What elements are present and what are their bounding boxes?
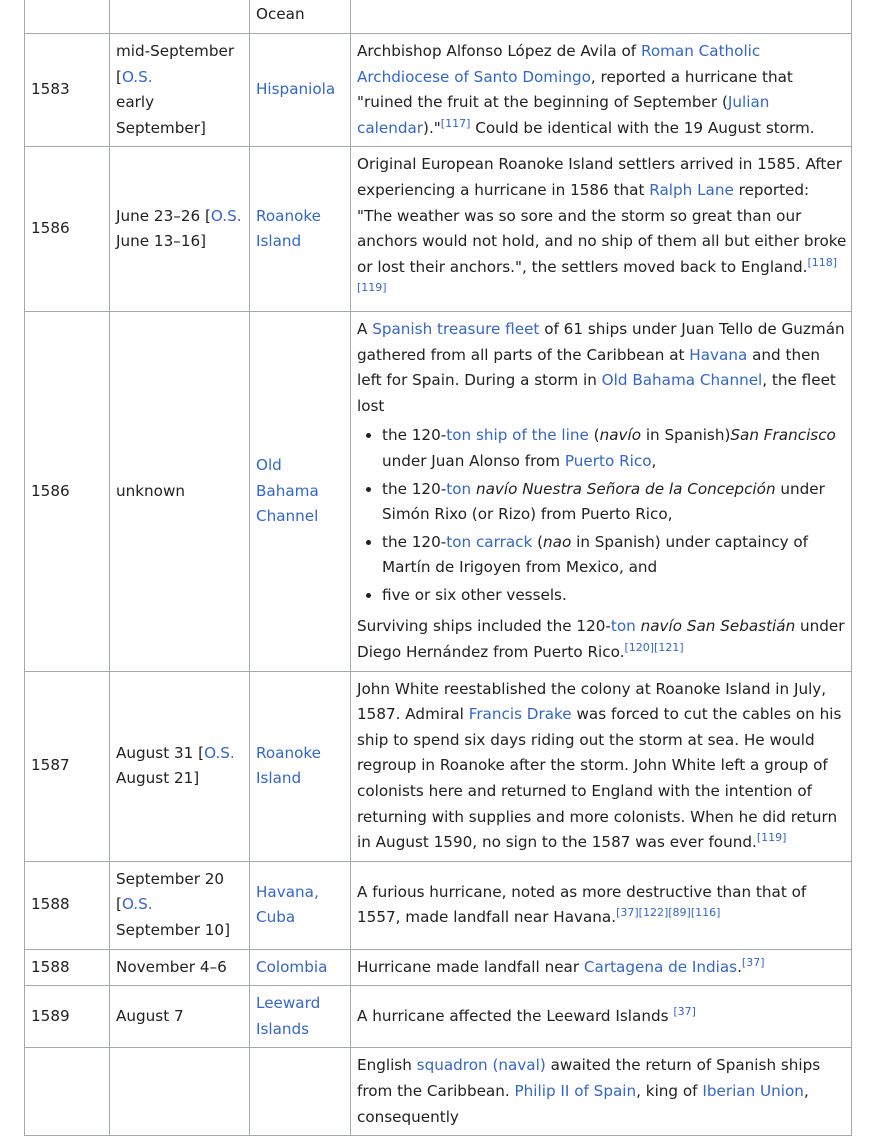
location-link[interactable]: Havana, Cuba xyxy=(256,882,319,927)
puerto-rico-link[interactable]: Puerto Rico xyxy=(564,451,652,470)
julian-calendar-link[interactable]: Julian calendar xyxy=(357,93,770,137)
date-text: June 13–16] xyxy=(116,232,207,251)
date-text: September 20 [ xyxy=(116,869,225,914)
desc-text: Hurricane made landfall near xyxy=(357,957,584,976)
list-item: • the 120-ton carrack (nao in Spanish) under captaincy of Martín de Irigoyen from Mexico, and xyxy=(382,530,847,581)
date-text: September 10] xyxy=(116,921,231,939)
desc-text: of 61 ships under Juan Tello de Guzmán gathered from all parts of the Caribbean at xyxy=(357,319,845,364)
date-cell: November 4–6 xyxy=(110,949,250,986)
reference-link[interactable]: [121] xyxy=(654,641,684,654)
reference-link[interactable]: [37] xyxy=(673,1004,696,1018)
desc-text: English xyxy=(357,1056,417,1075)
os-link[interactable]: O.S. xyxy=(204,743,235,762)
iberian-union-link[interactable]: Iberian Union xyxy=(702,1081,804,1100)
table-row xyxy=(25,147,852,312)
francis-drake-link[interactable]: Francis Drake xyxy=(468,705,572,724)
reference-link[interactable]: [118] xyxy=(807,255,838,269)
location-cell xyxy=(250,34,351,147)
cartagena-link[interactable]: Cartagena de Indias xyxy=(583,957,738,976)
desc-text: awaited the return of Spanish ships from the Caribbean. xyxy=(357,1056,821,1100)
desc-text: John White reestablished the colony at Roanoke Island in July, 1587. Admiral xyxy=(357,679,827,724)
desc-text: and then left for Spain. During a storm in xyxy=(357,345,821,390)
list-item: • the 120-ton ship of the line (navío in Spanish)San Francisco under Juan Alonso from Puerto Rico, xyxy=(382,423,847,474)
desc-text: , king of xyxy=(636,1081,703,1100)
carrack-link[interactable]: carrack xyxy=(475,532,533,551)
desc-text: , the fleet lost xyxy=(357,371,836,415)
table-row xyxy=(25,311,852,671)
date-cell xyxy=(110,147,250,312)
squadron-link[interactable]: squadron (naval) xyxy=(416,1056,546,1075)
date-cell xyxy=(110,671,250,861)
location-text: Ocean xyxy=(256,5,305,24)
description-cell xyxy=(351,949,852,986)
treasure-fleet-link[interactable]: Spanish treasure fleet xyxy=(372,319,540,338)
os-link[interactable]: O.S. xyxy=(121,67,153,86)
table-row xyxy=(25,986,852,1048)
reference-link[interactable]: [120] xyxy=(624,641,655,654)
os-link[interactable]: O.S. xyxy=(121,895,153,914)
description-cell xyxy=(351,147,852,312)
desc-paragraph xyxy=(357,614,847,665)
location-link[interactable]: Roanoke Island xyxy=(256,743,321,788)
desc-text: Could be identical with the 19 August storm. xyxy=(470,118,815,137)
year-cell xyxy=(25,0,110,34)
location-cell xyxy=(250,949,351,986)
date-cell: unknown xyxy=(110,311,250,671)
location-cell xyxy=(250,1048,351,1136)
location-link[interactable]: Leeward Islands xyxy=(256,994,321,1038)
hurricane-table-wrapper xyxy=(24,0,851,1136)
ship-of-the-line-link[interactable]: ship of the line xyxy=(475,426,589,445)
desc-text: under Diego Hernández from Puerto Rico. xyxy=(357,617,845,662)
date-cell xyxy=(110,1048,250,1136)
table-row xyxy=(25,671,852,861)
location-link[interactable]: Roanoke Island xyxy=(256,206,321,251)
list-item: • the 120-ton navío Nuestra Señora de la Concepción under Simón Rixo (or Rizo) from Puerto Rico, xyxy=(382,477,847,528)
desc-text: , reported a hurricane that "ruined the fruit at the beginning of September ( xyxy=(357,67,793,112)
location-cell xyxy=(250,986,351,1048)
desc-text: A hurricane affected the Leeward Islands xyxy=(357,1006,674,1025)
philip-ii-link[interactable]: Philip II of Spain xyxy=(514,1081,637,1100)
location-link[interactable]: Colombia xyxy=(256,957,328,976)
year-cell: 1589 xyxy=(25,986,110,1048)
reference-link[interactable]: [117] xyxy=(440,116,471,130)
year-cell: 1588 xyxy=(25,949,110,986)
location-cell xyxy=(250,861,351,949)
ship-name: navío San Sebastián xyxy=(640,617,796,636)
date-cell xyxy=(110,34,250,147)
description-cell xyxy=(351,311,852,671)
description-cell xyxy=(351,34,852,147)
reference-link[interactable]: [116] xyxy=(690,906,721,920)
reference-link[interactable]: [119] xyxy=(756,831,787,845)
year-cell: 1583 xyxy=(25,34,110,147)
year-cell: 1588 xyxy=(25,861,110,949)
ton-link[interactable]: ton xyxy=(446,479,472,498)
ton-link[interactable]: ton xyxy=(446,426,472,445)
description-cell xyxy=(351,986,852,1048)
description-cell xyxy=(351,671,852,861)
table-row xyxy=(25,949,852,986)
year-cell xyxy=(25,1048,110,1136)
lost-ships-list xyxy=(382,423,847,608)
desc-text: A furious hurricane, noted as more destructive than that of 1557, made landfall near Havana. xyxy=(357,882,807,927)
desc-text: Original European Roanoke Island settlers arrived in 1585. After experiencing a hurricane in 1586 that xyxy=(357,155,842,199)
old-bahama-channel-link[interactable]: Old Bahama Channel xyxy=(601,371,763,390)
table-row xyxy=(25,0,852,34)
desc-text: A xyxy=(357,319,373,338)
desc-text: )." xyxy=(423,118,441,137)
year-cell: 1587 xyxy=(25,671,110,861)
date-cell xyxy=(110,861,250,949)
description-cell xyxy=(351,0,852,34)
date-cell xyxy=(110,0,250,34)
os-link[interactable]: O.S. xyxy=(210,206,242,225)
reference-link[interactable]: [122] xyxy=(638,906,669,920)
desc-text: . xyxy=(737,957,742,976)
list-item: • five or six other vessels. xyxy=(382,583,847,609)
date-text: early September] xyxy=(116,93,206,137)
desc-text: Surviving ships included the 120- xyxy=(357,617,611,636)
desc-text: was forced to cut the cables on his ship to spend six days riding out the storm at sea. He would regroup in Roanoke after the storm. John White left a group of colonists here and returned to England with the intention of returning with supplies and more colonists. When he did return in August 1590, no sign to the 1587 was ever found. xyxy=(357,705,842,852)
year-cell: 1586 xyxy=(25,311,110,671)
date-text: June 23–26 [ xyxy=(116,206,211,225)
reference-link[interactable]: [119] xyxy=(357,281,387,295)
desc-text: reported: "The weather was so sore and the storm so great than our anchors would not hold, and no ship of them all but either broke or lost their anchors.", the settlers moved back to England. xyxy=(357,180,847,276)
location-cell xyxy=(250,0,351,34)
desc-text: Archbishop Alfonso López de Avila of xyxy=(357,42,641,60)
description-cell xyxy=(351,1048,852,1136)
table-row xyxy=(25,1048,852,1136)
location-cell xyxy=(250,311,351,671)
description-cell xyxy=(351,861,852,949)
date-text: August 21] xyxy=(116,769,200,788)
date-text: August 31 [ xyxy=(116,743,205,762)
date-text: mid-September [ xyxy=(116,42,235,86)
table-row xyxy=(25,34,852,147)
table-row xyxy=(25,861,852,949)
ton-link[interactable]: ton xyxy=(610,617,636,636)
hurricane-table xyxy=(24,0,852,1136)
location-link[interactable]: Hispaniola xyxy=(256,80,336,99)
location-cell xyxy=(250,671,351,861)
location-link[interactable]: Old Bahama Channel xyxy=(256,455,319,526)
year-cell: 1586 xyxy=(25,147,110,312)
reference-link[interactable]: [37] xyxy=(616,906,639,920)
archdiocese-link[interactable]: Roman Catholic Archdiocese of Santo Domingo xyxy=(357,42,761,86)
reference-link[interactable]: [89] xyxy=(668,906,691,920)
havana-link[interactable]: Havana xyxy=(689,345,748,364)
date-cell: August 7 xyxy=(110,986,250,1048)
location-cell xyxy=(250,147,351,312)
reference-link[interactable]: [37] xyxy=(741,955,765,969)
ton-link[interactable]: ton xyxy=(446,532,472,551)
desc-text: , consequently xyxy=(357,1081,809,1126)
ralph-lane-link[interactable]: Ralph Lane xyxy=(649,180,734,199)
desc-paragraph xyxy=(357,317,847,419)
